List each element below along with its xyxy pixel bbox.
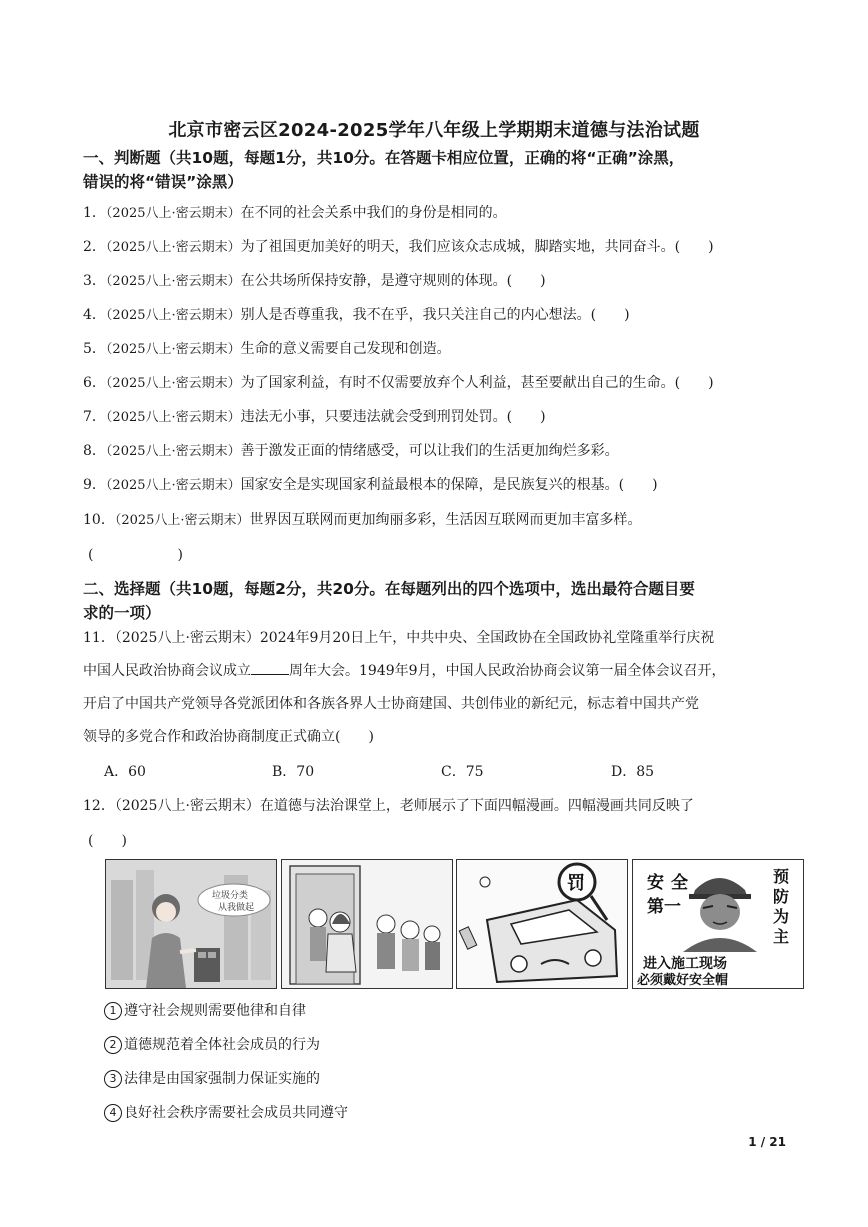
- option-a: A．60: [104, 764, 146, 780]
- question-number: 8．: [83, 443, 106, 459]
- statement-4: [104, 1102, 348, 1122]
- question-text: 善于激发正面的情绪感受，可以让我们的生活更加绚烂多彩。: [240, 443, 619, 459]
- q11-line3: 开启了中国共产党领导各党派团体和各族各界人士协商建国、共创伟业的新纪元，标志着中国共产党: [83, 696, 699, 712]
- cartoon-safety-poster: [632, 859, 804, 989]
- fine-sign-text: 罚: [567, 873, 585, 894]
- q11-line2-before: 中国人民政治协商会议成立: [83, 663, 251, 679]
- section2-heading: [83, 577, 793, 625]
- question-number: 1．: [83, 205, 106, 221]
- question-11: [83, 622, 783, 754]
- judgment-question: [83, 510, 803, 531]
- poster-right-4: 主: [773, 927, 790, 946]
- question-source: （2025八上·密云期末）: [105, 478, 241, 493]
- section1-heading-line2: 错误的将“错误”涂黑）: [83, 173, 243, 191]
- elevator-queue-illustration: [282, 860, 452, 988]
- judgment-question: [83, 373, 803, 394]
- question-number: 5．: [83, 341, 106, 357]
- judgment-question: [83, 237, 803, 258]
- question-text: 别人是否尊重我，我不在乎，我只关注自己的内心想法。( ): [240, 307, 630, 323]
- q11-line2-after: 周年大会。1949年9月，中国人民政治协商会议第一届全体会议召开，: [289, 663, 726, 679]
- judgment-question: [83, 203, 803, 224]
- poster-left-bottom: 第一: [647, 897, 681, 917]
- circled-number-1: 1: [104, 1002, 122, 1020]
- q11-line4: 领导的多党合作和政治协商制度正式确立( ): [83, 729, 374, 745]
- statement-2: [104, 1034, 320, 1054]
- question-number: 4．: [83, 307, 106, 323]
- fill-blank: [251, 660, 289, 675]
- question-source: （2025八上·密云期末）: [105, 308, 241, 323]
- question-text: 违法无小事，只要违法就会受到刑罚处罚。( ): [240, 409, 546, 425]
- question-text: 为了国家利益，有时不仅需要放弃个人利益，甚至要献出自己的生命。( ): [240, 375, 714, 391]
- question-number: 7．: [83, 409, 106, 425]
- q10-answer-paren: ( ): [88, 547, 183, 563]
- question-source: （2025八上·密云期末）: [114, 513, 250, 528]
- traffic-fine-illustration: [457, 860, 627, 988]
- statement-1: [104, 1000, 306, 1020]
- question-text: 在不同的社会关系中我们的身份是相同的。: [240, 205, 507, 221]
- poster-right-2: 防: [773, 887, 790, 906]
- circled-number-3: 3: [104, 1070, 122, 1088]
- cartoon-traffic-fine: [456, 859, 628, 989]
- section1-heading-line1: 一、判断题（共10题，每题1分，共10分。在答题卡相应位置，正确的将“正确”涂黑，: [83, 149, 685, 167]
- statement-text: 道德规范着全体社会成员的行为: [124, 1037, 320, 1053]
- judgment-question: [83, 441, 803, 462]
- poster-bottom-line1: 进入施工现场: [643, 956, 727, 972]
- option-d: D．85: [611, 764, 655, 780]
- poster-right-3: 为: [773, 907, 790, 926]
- question-text: 生命的意义需要自己发现和创造。: [240, 341, 451, 357]
- poster-right-1: 预: [773, 867, 790, 886]
- poster-left-top: 安: [647, 873, 664, 893]
- judgment-question: [83, 305, 803, 326]
- poster-left-mid: 全: [671, 873, 688, 893]
- caption-line1: 垃圾分类: [212, 891, 249, 901]
- section2-heading-line1: 二、选择题（共10题，每题2分，共20分。在每题列出的四个选项中，选出最符合题目要: [83, 580, 695, 598]
- statement-text: 良好社会秩序需要社会成员共同遵守: [124, 1105, 348, 1121]
- question-text: 在公共场所保持安静，是遵守规则的体现。( ): [240, 273, 546, 289]
- q11-line1: 11．（2025八上·密云期末）2024年9月20日上午，中共中央、全国政协在全国政协礼堂隆重举行庆祝: [83, 630, 715, 646]
- statement-text: 法律是由国家强制力保证实施的: [124, 1071, 320, 1087]
- question-source: （2025八上·密云期末）: [105, 240, 241, 255]
- question-number: 10．: [83, 512, 115, 528]
- question-text: 世界因互联网而更加绚丽多彩，生活因互联网而更加丰富多样。: [249, 512, 642, 528]
- question-number: 9．: [83, 477, 106, 493]
- question-source: （2025八上·密云期末）: [105, 274, 241, 289]
- option-c: C．75: [441, 764, 484, 780]
- question-number: 2．: [83, 239, 106, 255]
- section2-heading-line2: 求的一项）: [83, 604, 161, 622]
- question-source: （2025八上·密云期末）: [105, 444, 241, 459]
- judgment-question: [83, 271, 803, 292]
- question-source: （2025八上·密云期末）: [105, 376, 241, 391]
- safety-poster-illustration: [633, 860, 803, 988]
- poster-bottom-line2: 必须戴好安全帽: [637, 973, 729, 988]
- question-text: 为了祖国更加美好的明天，我们应该众志成城，脚踏实地，共同奋斗。( ): [240, 239, 714, 255]
- question-source: （2025八上·密云期末）: [105, 410, 241, 425]
- q12-line1: 12．（2025八上·密云期末）在道德与法治课堂上，老师展示了下面四幅漫画。四幅漫画共同反映了: [83, 798, 694, 814]
- cartoon-elevator-queue: [281, 859, 453, 989]
- question-number: 6．: [83, 375, 106, 391]
- question-source: （2025八上·密云期末）: [105, 342, 241, 357]
- judgment-question: [83, 407, 803, 428]
- q11-line2: [83, 655, 783, 688]
- page-number: 1 / 21: [748, 1135, 786, 1149]
- section1-heading: [83, 146, 793, 194]
- circled-number-4: 4: [104, 1104, 122, 1122]
- question-number: 3．: [83, 273, 106, 289]
- caption-line2: 从我做起: [218, 903, 255, 913]
- judgment-question: [83, 475, 803, 496]
- judgment-question: [83, 339, 803, 360]
- question-text: 国家安全是实现国家利益最根本的保障，是民族复兴的根基。( ): [240, 477, 658, 493]
- garbage-sorting-illustration: [106, 860, 276, 988]
- cartoon-garbage-sorting: [105, 859, 277, 989]
- statement-text: 遵守社会规则需要他律和自律: [124, 1003, 306, 1019]
- question-source: （2025八上·密云期末）: [105, 206, 241, 221]
- circled-number-2: 2: [104, 1036, 122, 1054]
- exam-title: 北京市密云区2024-2025学年八年级上学期期末道德与法治试题: [168, 120, 700, 141]
- q12-answer-paren: ( ): [88, 833, 127, 849]
- option-b: B．70: [272, 764, 315, 780]
- statement-3: [104, 1068, 320, 1088]
